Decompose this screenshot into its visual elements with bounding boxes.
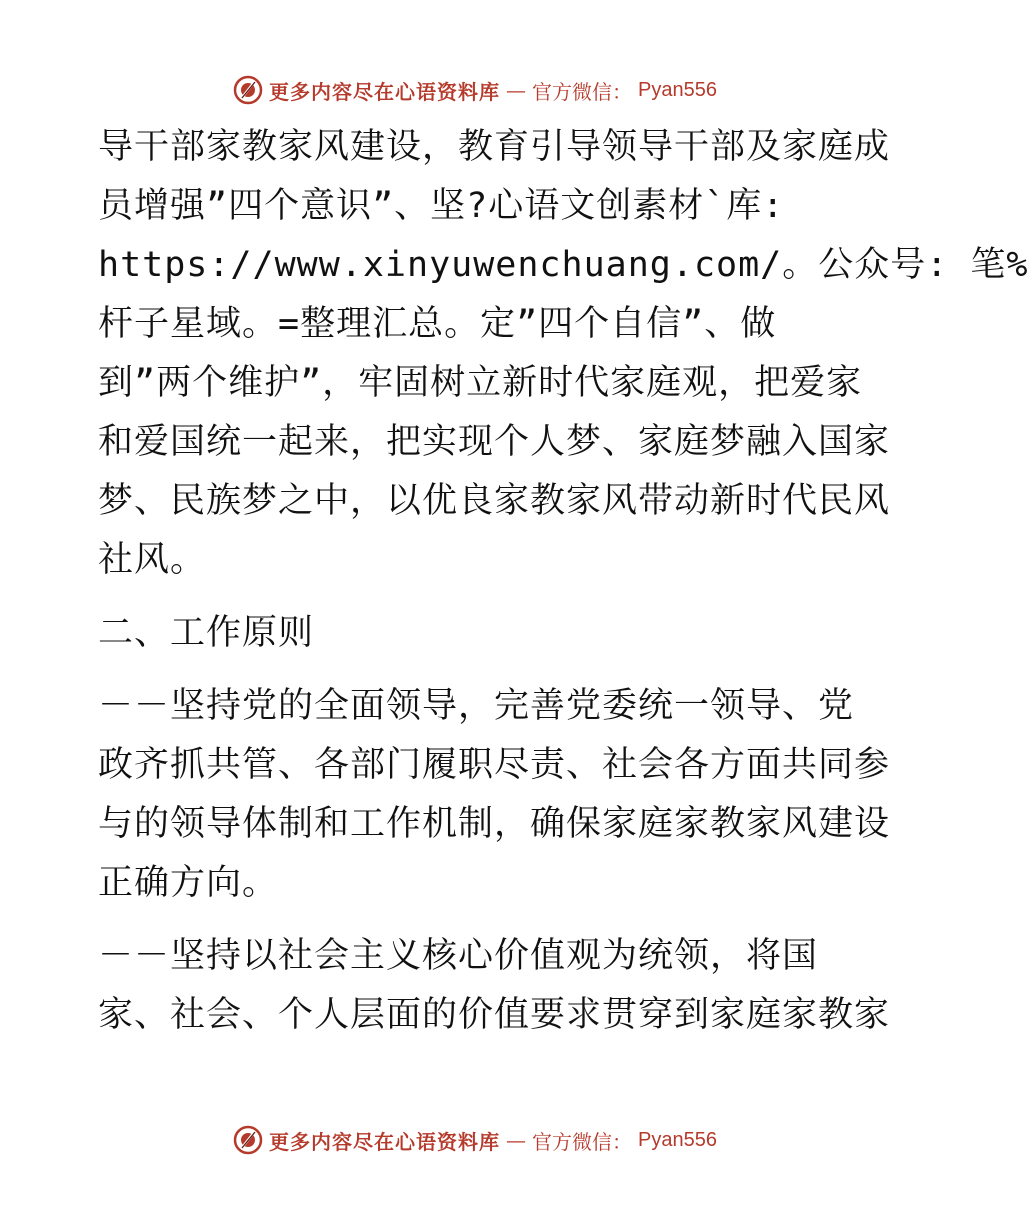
header-watermark-text: 更多内容尽在心语资料库 [269,79,501,104]
footer-watermark-separator: — [506,1128,527,1152]
text-line: 到”两个维护”，牢固树立新时代家庭观，把爱家 [98,363,863,403]
text-line: 家、社会、个人层面的价值要求贯穿到家庭家教家 [98,995,891,1035]
text-line: 与的领导体制和工作机制，确保家庭家教家风建设 [98,804,891,844]
text-line: 梦、民族梦之中，以优良家教家风带动新时代民风 [98,481,891,521]
brand-logo-icon [233,1125,263,1155]
text-line: 杆子星域。=整理汇总。定”四个自信”、做 [98,304,777,344]
section-heading: 二、工作原则 [98,613,315,653]
text-line: －－坚持以社会主义核心价值观为统领，将国 [98,936,819,976]
paragraph-2 [98,677,891,913]
paragraph-3 [98,927,891,1045]
footer-watermark [0,1120,950,1160]
text-line: 员增强”四个意识”、坚?心语文创素材`库: [98,186,785,226]
header-watermark-separator: — [506,78,527,102]
text-line: https://www.xinyuwenchuang.com/。公众号: 笔% [98,245,1028,285]
footer-contact-label: 官方微信： [532,1129,633,1154]
brand-logo-icon [233,75,263,105]
text-line: 和爱国统一起来，把实现个人梦、家庭梦融入国家 [98,422,891,462]
document-body [98,118,1028,1045]
paragraph-1 [98,118,1028,590]
text-line: －－坚持党的全面领导，完善党委统一领导、党 [98,686,855,726]
text-line: 社风。 [98,540,207,580]
footer-contact-id: Pyan556 [638,1128,717,1151]
header-watermark [0,70,950,110]
footer-watermark-text: 更多内容尽在心语资料库 [269,1129,501,1154]
header-contact-id: Pyan556 [638,78,717,101]
text-line: 导干部家教家风建设，教育引导领导干部及家庭成 [98,127,891,167]
text-line: 正确方向。 [98,863,279,903]
text-line: 政齐抓共管、各部门履职尽责、社会各方面共同参 [98,745,891,785]
header-contact-label: 官方微信： [532,79,633,104]
